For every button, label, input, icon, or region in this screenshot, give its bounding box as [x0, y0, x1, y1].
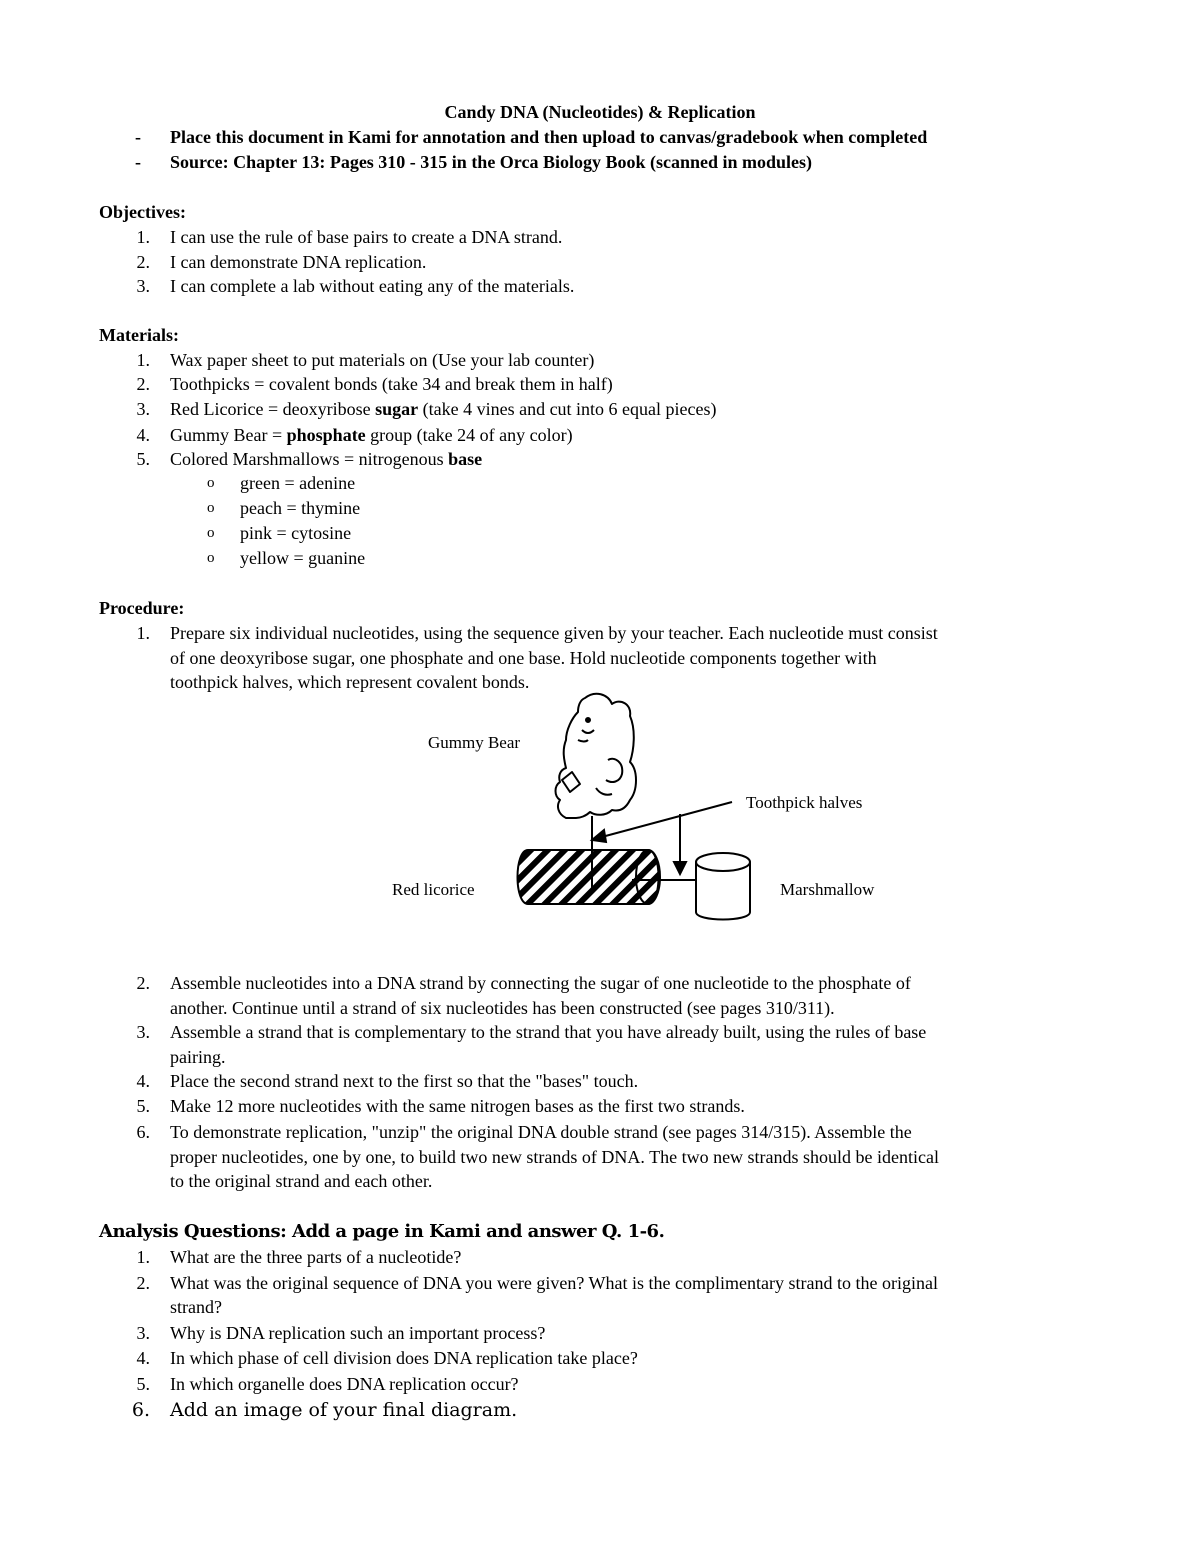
question-text: In which phase of cell division does DNA replication take place? — [170, 1348, 638, 1368]
page-title: Candy DNA (Nucleotides) & Replication — [444, 102, 756, 122]
base-text: pink = cytosine — [240, 523, 352, 543]
label-gummy-bear: Gummy Bear — [428, 733, 521, 752]
label-marshmallow: Marshmallow — [780, 880, 875, 899]
material-text: Red Licorice = deoxyribose sugar (take 4 vines and cut into 6 equal pieces) — [170, 399, 717, 419]
material-text: Wax paper sheet to put materials on (Use your lab counter) — [170, 350, 595, 370]
nucleotide-diagram — [500, 690, 780, 930]
base-text: peach = thymine — [240, 498, 361, 518]
objectives-heading: Objectives: — [99, 202, 186, 222]
question-text: Add an image of your final diagram. — [170, 1399, 518, 1421]
materials-heading: Materials: — [99, 325, 179, 345]
question-text: What was the original sequence of DNA you were given? What is the complimentary strand to the original — [170, 1273, 938, 1293]
question-text: In which organelle does DNA replication occur? — [170, 1374, 519, 1394]
material-text: Gummy Bear = phosphate group (take 24 of any color) — [170, 425, 573, 445]
step-text: of one deoxyribose sugar, one phosphate and one base. Hold nucleotide components together with — [170, 648, 877, 668]
licorice-icon — [518, 850, 661, 904]
step-text: proper nucleotides, one by one, to build two new strands of DNA. The two new strands should be identical — [170, 1147, 940, 1167]
step-text: to the original strand and each other. — [170, 1171, 433, 1191]
step-text: pairing. — [170, 1047, 226, 1067]
step-text: another. Continue until a strand of six nucleotides has been constructed (see pages 310/311). — [170, 998, 835, 1018]
step-text: Place the second strand next to the first so that the "bases" touch. — [170, 1071, 639, 1091]
intro-bullet-text: Source: Chapter 13: Pages 310 - 315 in the Orca Biology Book (scanned in modules) — [170, 152, 813, 172]
label-toothpick: Toothpick halves — [746, 793, 863, 812]
step-text: To demonstrate replication, "unzip" the original DNA double strand (see pages 314/315). Assemble the — [170, 1122, 912, 1142]
question-text: strand? — [170, 1297, 222, 1317]
material-text: Colored Marshmallows = nitrogenous base — [170, 449, 483, 469]
gummy-bear-icon — [556, 694, 637, 818]
step-text: Prepare six individual nucleotides, using the sequence given by your teacher. Each nucleotide must consist — [170, 623, 938, 643]
material-text: Toothpicks = covalent bonds (take 34 and break them in half) — [170, 374, 613, 394]
label-licorice: Red licorice — [392, 880, 475, 899]
marshmallow-icon — [696, 853, 750, 920]
step-text: Assemble nucleotides into a DNA strand by connecting the sugar of one nucleotide to the phosphate of — [170, 973, 911, 993]
objective-text: I can demonstrate DNA replication. — [170, 252, 427, 272]
step-text: Make 12 more nucleotides with the same nitrogen bases as the first two strands. — [170, 1096, 745, 1116]
question-text: Why is DNA replication such an important process? — [170, 1323, 546, 1343]
intro-bullet-text: Place this document in Kami for annotation and then upload to canvas/gradebook when completed — [170, 127, 928, 147]
base-text: yellow = guanine — [240, 548, 366, 568]
base-text: green = adenine — [240, 473, 356, 493]
step-text: Assemble a strand that is complementary to the strand that you have already built, using the rules of base — [170, 1022, 927, 1042]
question-text: What are the three parts of a nucleotide? — [170, 1247, 462, 1267]
objective-text: I can use the rule of base pairs to create a DNA strand. — [170, 227, 563, 247]
objective-text: I can complete a lab without eating any of the materials. — [170, 276, 575, 296]
analysis-heading: Analysis Questions: Add a page in Kami and answer Q. 1-6. — [99, 1221, 665, 1242]
step-text: toothpick halves, which represent covalent bonds. — [170, 672, 530, 692]
procedure-heading: Procedure: — [99, 598, 185, 618]
